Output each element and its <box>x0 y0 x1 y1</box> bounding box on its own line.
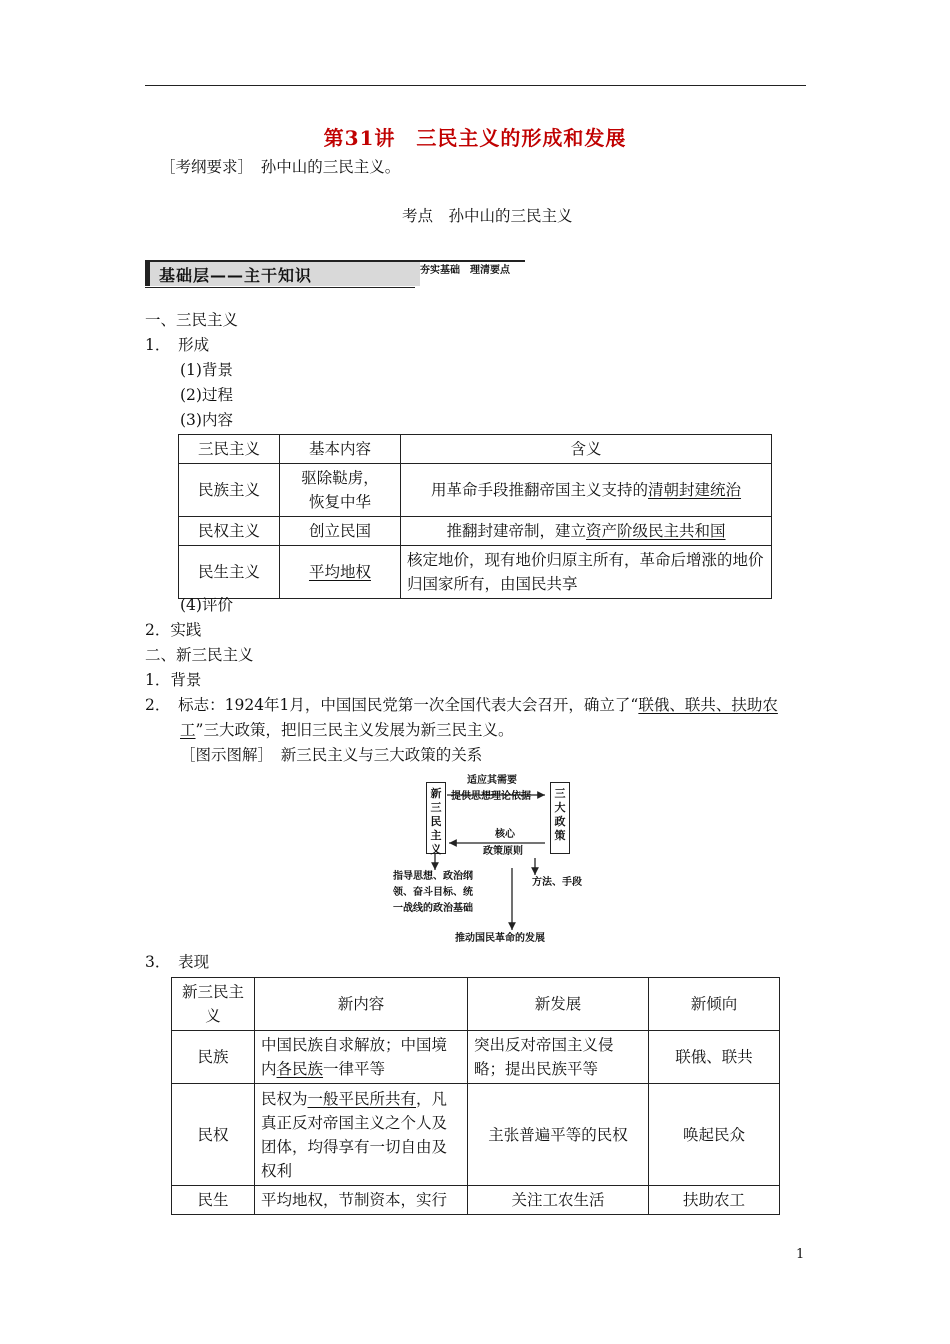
item-process: (2)过程 <box>180 386 233 404</box>
content-text: 民权为 <box>261 1089 308 1108</box>
meaning-key-term: 资产阶级民主共和国 <box>586 522 726 540</box>
item-evaluation: (4)评价 <box>180 596 233 614</box>
exam-point-heading: 考点 孙中山的三民主义 <box>402 207 573 225</box>
relation-diagram <box>385 770 605 950</box>
table2-row-development: 关注工农生活 <box>468 1186 649 1215</box>
content-key-term: 各民族 <box>276 1060 324 1078</box>
table1-header-principle: 三民主义 <box>179 435 280 464</box>
item-background: (1)背景 <box>180 361 233 379</box>
syllabus-requirement: ［考纲要求］ 孙中山的三民主义。 <box>160 158 401 176</box>
section-2-heading: 二、新三民主义 <box>145 646 254 664</box>
left-note-line: 指导思想、政治纲 <box>393 871 473 882</box>
meaning-text: 用革命手段推翻帝国主义支持的 <box>430 481 648 499</box>
table2-row-name: 民权 <box>172 1084 255 1186</box>
table2-header-principle: 新三民主义 <box>172 978 255 1031</box>
item-sign-cont <box>180 720 513 740</box>
table2-row-development: 突出反对帝国主义侵略；提出民族平等 <box>468 1031 649 1084</box>
table2-row-content <box>255 1031 468 1084</box>
label-meets-needs: 适应其需要 <box>467 775 517 786</box>
banner-underline <box>145 287 415 288</box>
item-sign <box>145 695 778 715</box>
three-policies-term-end: 工 <box>180 721 196 739</box>
item-practice: 2．实践 <box>145 621 202 639</box>
banner-side-text: 夯实基础 理清要点 <box>420 265 510 276</box>
table2-header-tendency: 新倾向 <box>649 978 780 1031</box>
meaning-text: 推翻封建帝制，建立 <box>446 522 586 540</box>
content-line <box>261 1057 461 1081</box>
table2-row-tendency: 联俄、联共 <box>649 1031 780 1084</box>
content-key-term: 一般平民所共有 <box>307 1089 417 1108</box>
content-line: 恢复中华 <box>308 493 371 511</box>
table1-row-content <box>280 546 401 599</box>
section-1-heading: 一、三民主义 <box>145 311 239 329</box>
table2-row-tendency: 唤起民众 <box>649 1084 780 1186</box>
right-note: 方法、手段 <box>532 877 582 888</box>
item-manifestation: 3． 表现 <box>145 953 210 971</box>
meaning-key-term: 清朝封建统治 <box>648 481 742 499</box>
table1-header-content: 基本内容 <box>280 435 401 464</box>
content-line: 中国民族自求解放；中国境 <box>261 1036 448 1054</box>
table1-row-meaning <box>401 517 772 546</box>
table2-row-tendency: 扶助农工 <box>649 1186 780 1215</box>
label-theory-basis: 提供思想理论依据 <box>451 791 531 802</box>
table2-row-content: 平均地权，节制资本，实行 <box>255 1186 468 1215</box>
table2-row-name: 民族 <box>172 1031 255 1084</box>
content-text: ，凡真正反对帝国主义之个人及团体，均得享有一切自由及权利 <box>261 1089 448 1180</box>
table1-row-content <box>280 464 401 517</box>
content-key-term: 平均地权 <box>308 563 371 581</box>
table2-header-development: 新发展 <box>468 978 649 1031</box>
label-core: 核心 <box>495 829 515 840</box>
left-note-line: 领、奋斗目标、统 <box>393 887 473 898</box>
item-content: (3)内容 <box>180 411 233 429</box>
table1-row-meaning: 核定地价，现有地价归原主所有，革命后增涨的地价归国家所有，由国民共享 <box>401 546 772 599</box>
sign-text: 2． 标志：1924年1月，中国国民党第一次全国代表大会召开，确立了“ <box>145 696 639 714</box>
content-text: 一律平等 <box>323 1060 386 1078</box>
table1-header-meaning: 含义 <box>401 435 772 464</box>
header-rule <box>145 85 806 86</box>
section-banner <box>145 258 525 288</box>
page-number: 1 <box>796 1247 805 1262</box>
content-line: 驱除鞑虏， <box>301 469 379 487</box>
three-policies-box: 三大政策 <box>550 782 570 854</box>
table1-row-name: 民权主义 <box>179 517 280 546</box>
table2-row-content <box>255 1084 468 1186</box>
item-new-background: 1．背景 <box>145 671 202 689</box>
banner-label: 基础层——主干知识 <box>159 266 313 285</box>
three-principles-table <box>178 434 772 599</box>
label-policy-principle: 政策原则 <box>483 846 523 857</box>
table2-row-name: 民生 <box>172 1186 255 1215</box>
table1-row-name: 民族主义 <box>179 464 280 517</box>
page-title: 第31讲 三民主义的形成和发展 <box>323 126 627 150</box>
table1-row-content: 创立民国 <box>280 517 401 546</box>
left-note-line: 一战线的政治基础 <box>393 903 473 914</box>
bottom-result: 推动国民革命的发展 <box>455 933 545 944</box>
table2-row-development: 主张普遍平等的民权 <box>468 1084 649 1186</box>
table1-row-name: 民生主义 <box>179 546 280 599</box>
content-text: 内 <box>261 1060 277 1078</box>
item-formation: 1． 形成 <box>145 336 210 354</box>
new-three-principles-table <box>171 977 780 1215</box>
sign-text-end: ”三大政策，把旧三民主义发展为新三民主义。 <box>195 721 514 739</box>
three-policies-term: 联俄、联共、扶助农 <box>638 696 778 714</box>
figure-caption: ［图示图解］ 新三民主义与三大政策的关系 <box>180 746 483 764</box>
table1-row-meaning <box>401 464 772 517</box>
table2-header-content: 新内容 <box>255 978 468 1031</box>
new-three-principles-box: 新三民主义 <box>426 782 446 854</box>
